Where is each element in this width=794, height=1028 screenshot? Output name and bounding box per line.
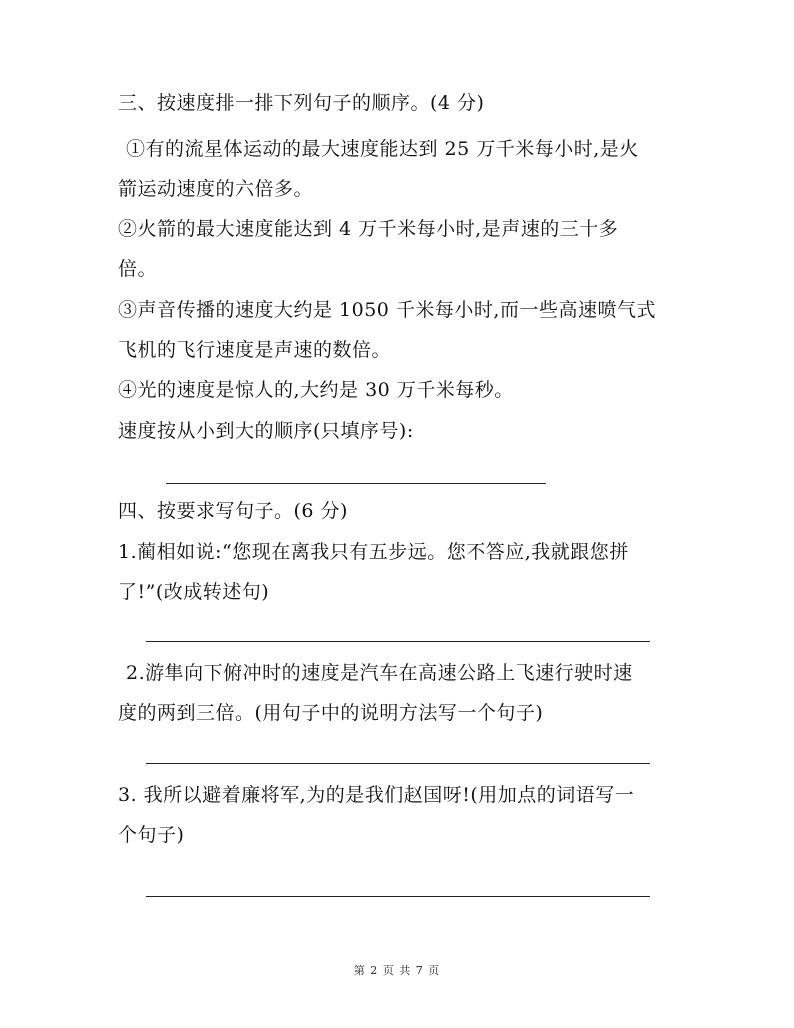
page-number: 第 2 页 共 7 页 xyxy=(353,964,441,977)
section-3-heading: 三、按速度排一排下列句子的顺序。(4 分) xyxy=(118,92,485,114)
item-1-line-2: 箭运动速度的六倍多。 xyxy=(118,178,314,200)
item-3-line-1: ③声音传播的速度大约是 1050 千米每小时,而一些高速喷气式 xyxy=(118,299,656,321)
section-4-heading: 四、按要求写句子。(6 分) xyxy=(118,500,348,522)
item-1-line-1: ①有的流星体运动的最大速度能达到 25 万千米每小时,是火 xyxy=(126,138,639,160)
q1-line-2: 了!”(改成转述句) xyxy=(118,581,270,603)
q1-answer-line[interactable] xyxy=(146,641,650,642)
q1-line-1: 1.蔺相如说:“您现在离我只有五步远。您不答应,我就跟您拼 xyxy=(118,541,629,563)
q2-line-2: 度的两到三倍。(用句子中的说明方法写一个句子) xyxy=(118,702,544,724)
q2-line-1: 2.游隼向下俯冲时的速度是汽车在高速公路上飞速行驶时速 xyxy=(126,662,633,684)
item-3-line-2: 飞机的飞行速度是声速的数倍。 xyxy=(118,339,392,361)
order-answer-line[interactable] xyxy=(166,483,546,484)
item-2-line-1: ②火箭的最大速度能达到 4 万千米每小时,是声速的三十多 xyxy=(118,218,619,240)
q3-line-2: 个句子) xyxy=(118,824,185,846)
item-2-line-2: 倍。 xyxy=(118,258,158,280)
order-prompt: 速度按从小到大的顺序(只填序号): xyxy=(118,420,414,442)
q2-answer-line[interactable] xyxy=(146,763,650,764)
item-4-line-1: ④光的速度是惊人的,大约是 30 万千米每秒。 xyxy=(118,379,514,401)
q3-answer-line[interactable] xyxy=(146,896,650,897)
q3-line-1: 3. 我所以避着廉将军,为的是我们赵国呀!(用加点的词语写一 xyxy=(118,784,635,806)
